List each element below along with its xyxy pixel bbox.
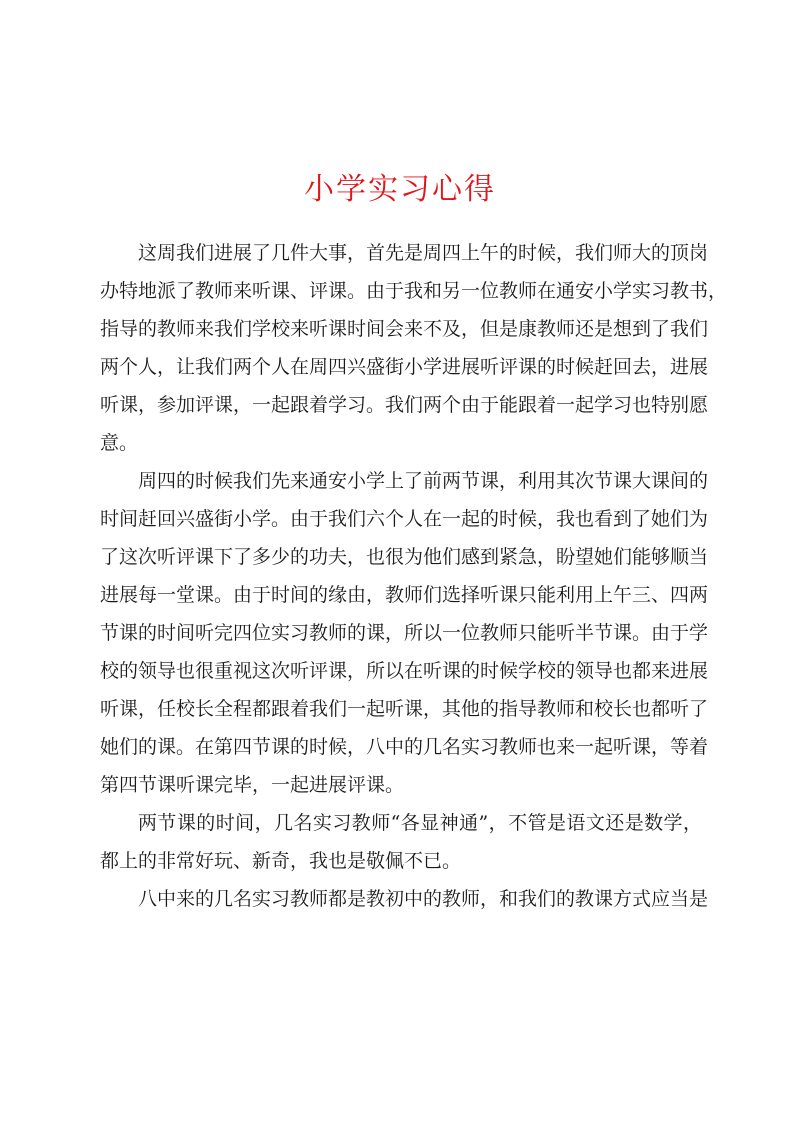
text-line: 校的领导也很重视这次听评课，所以在听课的时候学校的领导也都来进展 <box>100 660 709 682</box>
paragraph-3 <box>100 804 702 880</box>
text-line: 这周我们进展了几件大事，首先是周四上午的时候，我们师大的顶岗 <box>138 242 709 264</box>
text-line: 意。 <box>100 432 139 454</box>
text-line: 听课，参加评课，一起跟着学习。我们两个由于能跟着一起学习也特别愿 <box>100 394 709 416</box>
text-line: 听课，任校长全程都跟着我们一起听课，其他的指导教师和校长也都听了 <box>100 698 709 720</box>
text-line: 两个人，让我们两个人在周四兴盛街小学进展听评课的时候赶回去，进展 <box>100 356 709 378</box>
paragraph-1 <box>100 234 728 462</box>
document-body <box>100 234 728 918</box>
text-line: 八中来的几名实习教师都是教初中的教师，和我们的教课方式应当是 <box>138 888 709 910</box>
text-line: 第四节课听课完毕，一起进展评课。 <box>100 774 405 796</box>
text-line: 周四的时候我们先来通安小学上了前两节课，利用其次节课大课间的 <box>138 470 709 492</box>
text-line: 两节课的时间，几名实习教师“各显神通”，不管是语文还是数学， <box>138 812 702 834</box>
text-line: 她们的课。在第四节课的时候，八中的几名实习教师也来一起听课，等着 <box>100 736 709 758</box>
paragraph-4 <box>100 880 709 918</box>
paragraph-2 <box>100 462 709 804</box>
text-line: 办特地派了教师来听课、评课。由于我和另一位教师在通安小学实习教书， <box>100 280 728 302</box>
document-title: 小学实习心得 <box>304 172 496 207</box>
text-line: 都上的非常好玩、新奇，我也是敬佩不已。 <box>100 850 462 872</box>
text-line: 指导的教师来我们学校来听课时间会来不及，但是康教师还是想到了我们 <box>100 318 709 340</box>
text-line: 节课的时间听完四位实习教师的课，所以一位教师只能听半节课。由于学 <box>100 622 709 644</box>
text-line: 时间赶回兴盛街小学。由于我们六个人在一起的时候，我也看到了她们为 <box>100 508 709 530</box>
text-line: 进展每一堂课。由于时间的缘由，教师们选择听课只能利用上午三、四两 <box>100 584 709 606</box>
text-line: 了这次听评课下了多少的功夫，也很为他们感到紧急，盼望她们能够顺当 <box>100 546 709 568</box>
